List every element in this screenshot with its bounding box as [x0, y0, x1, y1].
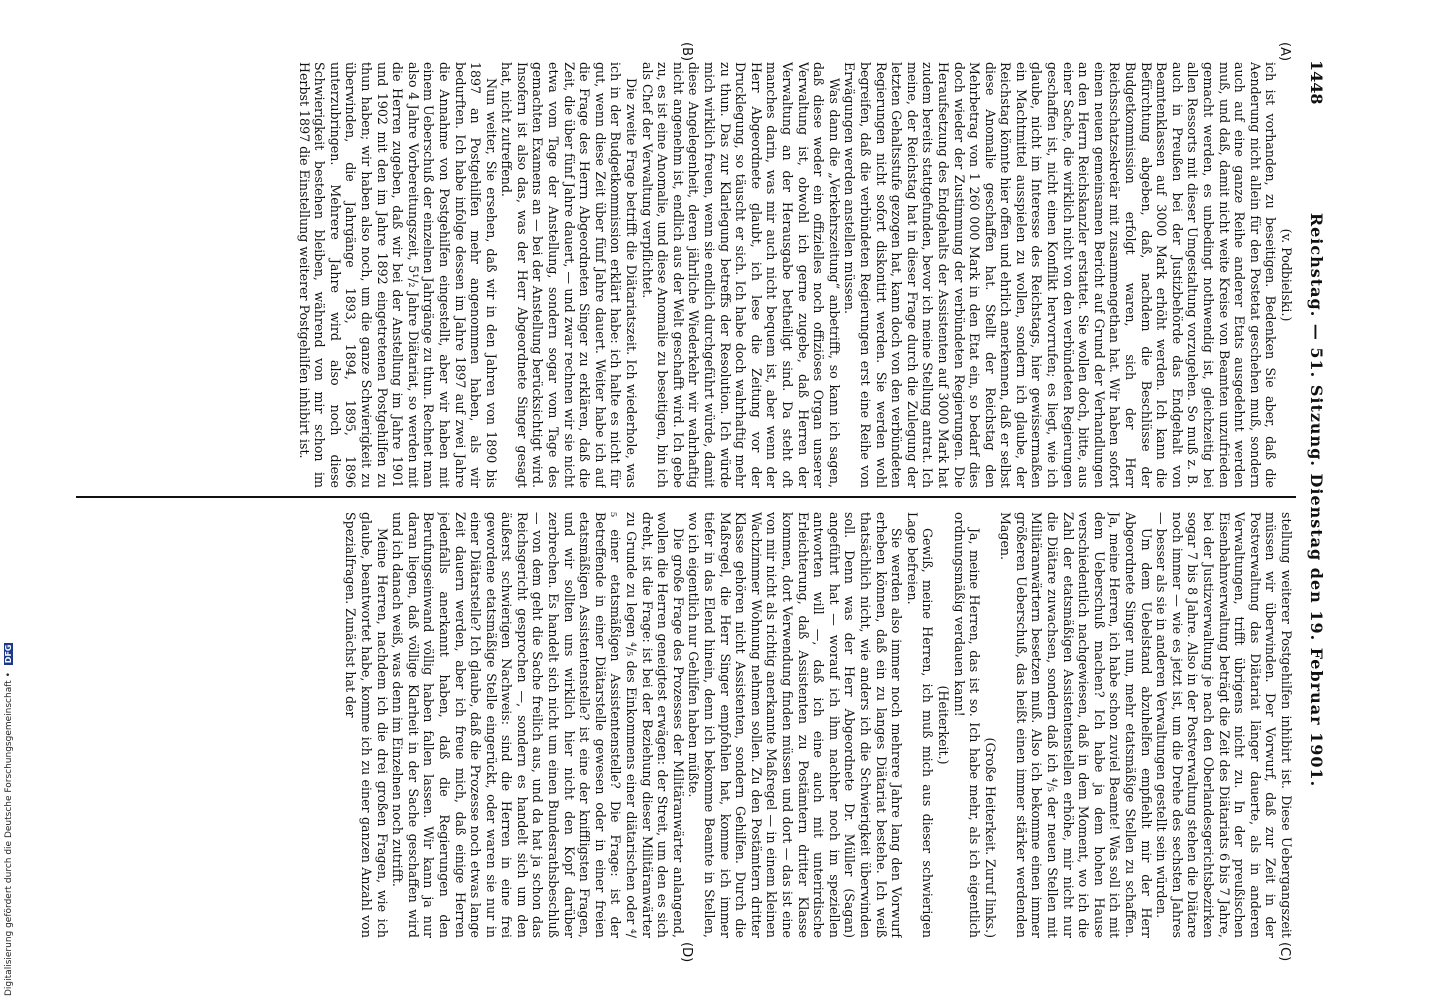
paragraph: ich ist vorhanden, zu beseitigen. Bedenken Sie aber, daß die Aenderung nicht allein für den Postetat geschehen muß, sondern auch auf eine ganze Reihe anderer Etats ausgedehnt werden muß, und daß, damit nicht weite Kreise von Beamten unzufrieden gemacht werden, es unbedingt nothwendig ist, gleichzeitig bei allen Ressorts mit dieser Umgestaltung vorzugehen. So muß z. B. auch in Preußen bei der Justizbehörde das Endgehalt von Beamtenklassen auf 3000 Mark erhöht werden. Ich kann die Befürchtung abgeben, daß, nachdem die Beschlüsse der Budgetkommission erfolgt waren, sich der Herr Reichsschatzsekretär mit zusammengethan hat. Wir haben sofort einen neuen gemeinsamen Bericht auf Grund der Verhandlungen an den Herrn Reichskanzler erstattet. Sie wollen doch, bitte, aus einer Sache, die wirklich nicht von den verbündeten Regierungen geschaffen ist, nicht einen Konflikt hervorrufen; es liegt, wie ich glaube, nicht im Interesse des Reichstags, hier gewissermaßen ein Machtmittel ausspielen zu wollen, sondern ich glaube, der Reichstag könnte hier offen und ehrlich anerkennen, daß er selbst diese Anomalie geschaffen hat. Stellt der Reichstag den Mehrbetrag von 1 260 000 Mark in den Etat ein, so bedarf dies doch wieder der Zustimmung der verbündeten Regierungen. Die Heraufsetzung des Endgehalts der Assistenten auf 3000 Mark hat zudem bereits stattgefunden, bevor ich meine Stellung antrat. Ich meine, der Reichstag hat in dieser Frage durch die Zulegung der letzten Gehaltsstufe gezogen hat, kann doch von den verbündeten Regierungen nicht sofort diskontirt werden. Sie werden wohl begreifen, daß die verbündeten Regierungen erst eine Reihe von Erwägungen werden anstellen müssen.: [842, 62, 1279, 488]
stage-direction: (Große Heiterkeit. Zuruf links.): [982, 737, 998, 938]
margin-mark-c: (C): [1277, 942, 1292, 962]
footer-note: Digitalisierung gefördert durch die Deutsche Forschungsgemeinschaft •: [4, 672, 14, 996]
speaker-label: (v. Podbielski.): [1279, 228, 1294, 322]
paragraph: Die große Frage des Prozesses der Militäranwärter anlangend, wollen die Herren geneigtest erwägen: der Streit, um den es sich dreht, ist die Frage: ist bei der Beziehung dieser Militäranwärter zu Grunde zu legen ⁴/₅ des Einkommens einer diätarischen oder ⁴/₅ einer etatsmäßigen Assistentenstelle? Die Frage: ist der Betreffende in einer Diätarstelle gewesen oder in einer freien etatsmäßigen Assistentenstelle? ist eine der kniffligsten Fragen, und wir sollten uns wirklich hier nicht den Kopf darüber zerbrechen. Es handelt sich nicht um einen Bundesrathsbeschluß — von dem geht die Sache freilich aus, und da hat ja schon das Reichsgericht gesprochen —, sondern es handelt sich um den äußerst schwierigen Nachweis: sind die Herren in eine frei gewordene etatsmäßige Stelle eingerückt, oder waren sie nur in einer Diätarstelle? Ich glaube, daß die Prozesse noch etwas lange Zeit dauern werden, aber ich freue mich, daß einige Herren jedenfalls anerkannt haben, daß die Regierungen den Berufungseinwand völlig haben fallen lassen. Wir kann ja nur daran liegen, daß völlige Klarheit in der Sache geschaffen wird und ich danach weiß, was denn im Einzelnen noch zutrifft.: [390, 512, 686, 938]
margin-mark-a: (A): [1277, 42, 1292, 62]
margin-mark-d: (D): [679, 942, 694, 963]
digitization-footer: [4, 396, 18, 996]
paragraph: Gewiß, meine Herren, ich muß mich aus dieser schwierigen Lage befreien.: [904, 512, 936, 938]
stage-direction: (Heiterkeit.): [935, 685, 951, 765]
left-column: [84, 62, 1294, 488]
dfg-logo: DFG: [4, 644, 13, 664]
rotated-page-content: [70, 40, 1334, 963]
paragraph: Um dem Uebelstand abzuhelfen empfiehlt mir der Herr Abgeordnete Singer nun, mehr etatsmäßige Stellen zu schaffen. Ja, meine Herren, ich habe schon zuviel Beamte! Was soll ich mit dem Ueberschuß machen? Ich habe ja dem hohen Hause verschiedentlich nachgewiesen, daß in dem Moment, wo ich die Zahl der etatsmäßigen Assistentenstellen erhöhe, mir nicht nur die Diätare zuwachsen, sondern daß ich ⁴/₅ der neuen Stellen mit Militäranwärtern besetzen muß. Also ich bekomme einen immer größeren Ueberschuß, das heißt einen immer stärker werdenden Magen.: [998, 512, 1154, 938]
paragraph: Was dann die „Verkehrszeitung“ anbetrifft, so kann ich sagen, daß diese weder ein offizielles noch offiziöses Organ unserer Verwaltung ist, obwohl ich gerne zugebe, daß Herren der Verwaltung an der Herausgabe betheiligt sind. Da steht oft manches darin, was mir auch nicht bequem ist, aber wenn der Herr Abgeordnete glaubt, ich lese die Zeitung vor der Drucklegung, so täuscht er sich. Ich habe doch wahrhaftig mehr zu thun. Das zur Klarlegung betreffs der Resolution. Ich würde mich wirklich freuen, wenn sie endlich durchgeführt würde, damit diese Angelegenheit, deren jährliche Wiederkehr wir wahrhaftig nicht angenehm ist, endlich aus der Welt geschafft wird. Ich gebe zu, es ist eine Anomalie, und diese Anomalie zu beseitigen, bin ich als Chef der Verwaltung verpflichtet.: [639, 62, 842, 488]
right-column: [84, 512, 1294, 938]
header-title: Reichstag. — 51. Sitzung. Dienstag den 19. Februar 1901.: [1307, 212, 1326, 788]
paragraph: Die zweite Frage betrifft die Diätariatszeit. Ich wiederhole, was ich in der Budgetkommission erklärt habe: ich halte es nicht für gut, wenn diese Zeit über fünf Jahre dauert. Weiter habe ich auf die Frage des Herrn Abgeordneten Singer zu erklären, daß die Zeit, die über fünf Jahre dauert, — und zwar rechnen wir sie nicht etwa vom Tage der Anstellung, sondern sogar vom Tage des gemachten Examens an — bei der Anstellung berücksichtigt wird. Insofern ist also das, was der Herr Abgeordnete Singer gesagt hat, nicht zutreffend.: [499, 62, 640, 488]
paragraph: stellung weiterer Postgehilfen inhibirt ist. Diese Uebergangszeit müssen wir überwinden. Der Vorwurf, daß zur Zeit in der Postverwaltung das Diätariat länger dauerte, als in anderen Verwaltungen, trifft übrigens nicht zu. In der preußischen Eisenbahnverwaltung beträgt die Zeit des Diätariats 6 bis 7 Jahre, bei der Justizverwaltung je nach den Oberlandesgerichtsbezirken sogar 7 bis 8 Jahre. Also in der Postverwaltung stehen die Diätare noch immer — wie es jetzt ist, um die Drehe des sechsten Jahres — besser als sie in anderen Verwaltungen gestellt sein würden.: [1154, 512, 1294, 938]
paragraph: Ja, meine Herren, das ist so. Ich habe mehr, als ich eigentlich ordnungsmäßig verdauen kann!: [951, 512, 983, 938]
paragraph: Nun weiter, Sie ersehen, daß wir in den Jahren von 1890 bis 1897 an Postgehilfen mehr angenommen haben, als wir bedurften. Ich habe infolge dessen im Jahre 1897 auf zwei Jahre die Annahme von Postgehilfen eingestellt, aber wir haben mit einem Ueberschuß der einzelnen Jahrgänge zu thun. Rechnet man also 4 Jahre Vorbereitungszeit, 5¹/₂ Jahre Diätariat, so werden mit die Herren zugeben, daß wir bei der Anstellung im Jahre 1901 und 1902 mit den im Jahre 1892 eingetretenen Postgehilfen zu thun haben; wir haben also noch, um die ganze Schwierigkeit zu überwinden, die Jahrgänge 1893, 1894, 1895, 1896 unterzubringen. Mehrere Jahre wird also noch diese Schwierigkeit bestehen bleiben, während von mir schon im Herbst 1897 die Einstellung weiterer Postgehilfen inhibirt ist.: [296, 62, 499, 488]
column-divider: [76, 496, 1296, 498]
paragraph: Sie werden also immer noch mehrere Jahre lang den Vorwurf erheben können, daß ein zu langes Diätariat bestehe. Ich weiß thatsächlich nicht, wie anders ich die Schwierigkeit überwinden soll. Denn was der Herr Abgeordnete Dr. Müller (Sagan) angeführt hat — worauf ich ihm nachher noch im speziellen antworten will —, daß ich eine auch mit unterirdische Erleichterung, daß Assistenten zu Postämtern dritter Klasse kommen, dort Verwendung finden müssen und dort — das ist eine von mir nicht als richtig anerkannte Maßregel — in einem kleinen Wachzimmer Wohnung nehmen sollen. Zu den Postämtern dritter Klasse gehören nicht Assistenten, sondern Gehilfen. Durch die Maßregel, die Herr Singer empfohlen hat, komme ich immer tiefer in das Elend hinein, denn ich bekomme Beamte in Stellen, wo ich eigentlich nur Gehilfen haben müßte.: [686, 512, 905, 938]
margin-mark-b: (B): [679, 42, 694, 62]
page-number: 1448: [1307, 60, 1326, 105]
paragraph: Meine Herren, nachdem ich die drei großen Fragen, wie ich glaube, beantwortet habe, komme ich zu einer ganzen Anzahl von Spezialfragen. Zunächst hat der: [343, 512, 390, 938]
running-header: [1300, 60, 1330, 940]
